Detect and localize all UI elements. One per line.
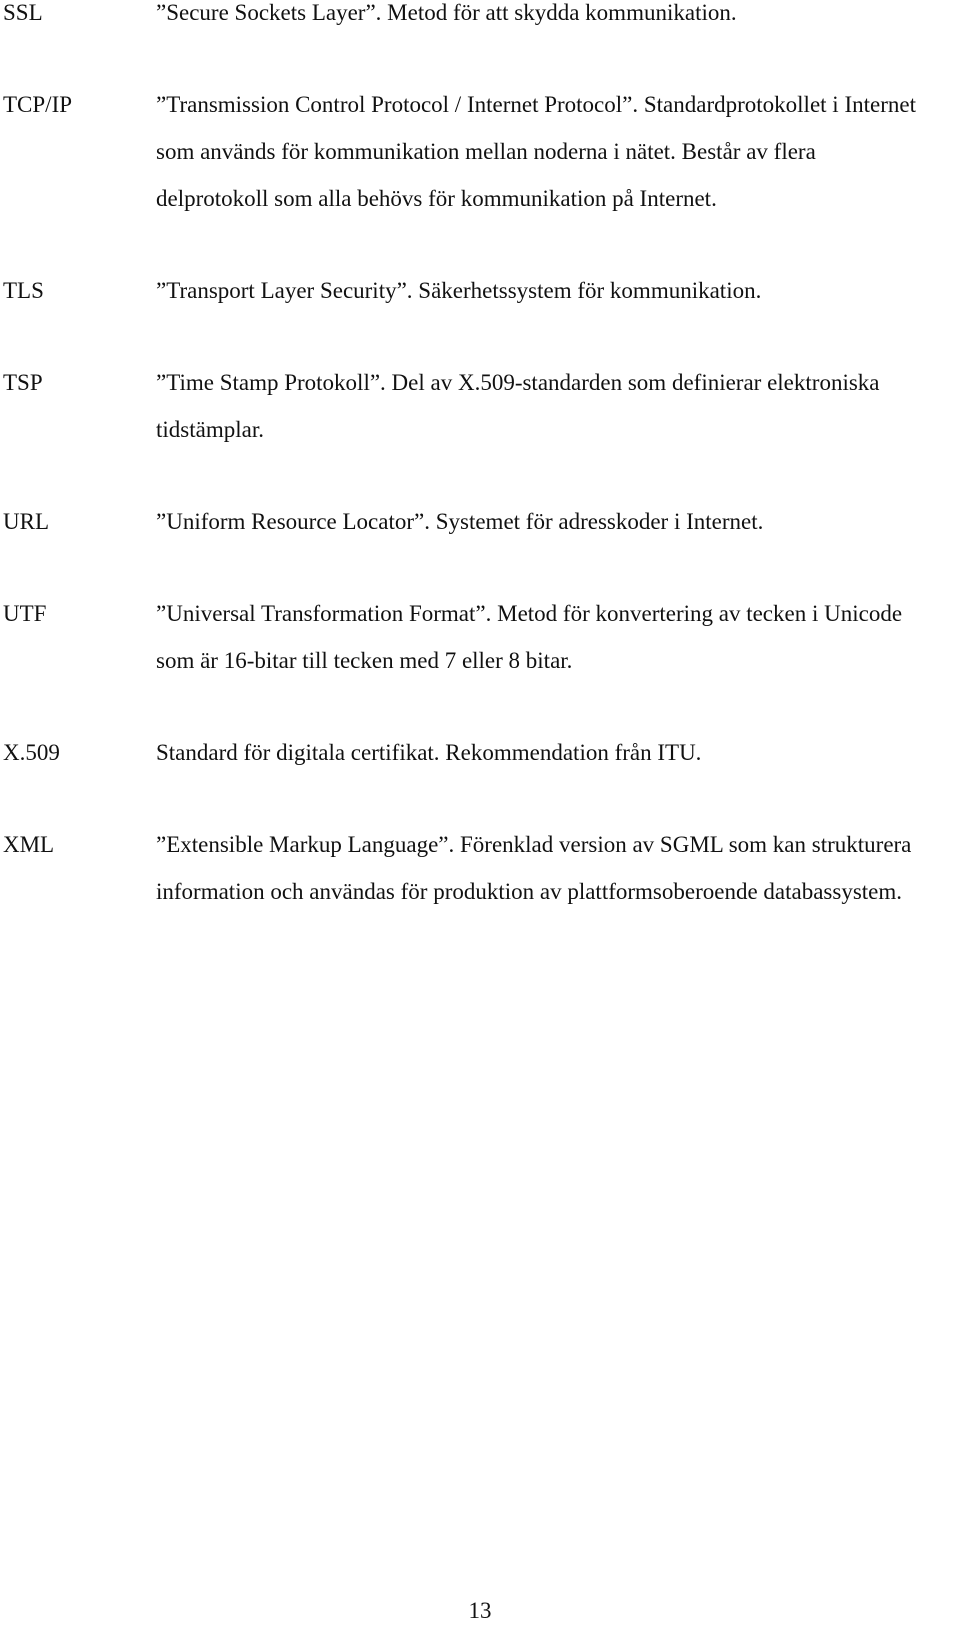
glossary-entry-tcp-ip <box>0 81 960 222</box>
glossary-definition: ”Secure Sockets Layer”. Metod för att skydda kommunikation. <box>156 0 737 25</box>
glossary-entry-ssl <box>0 0 960 36</box>
glossary-definition: ”Transport Layer Security”. Säkerhetssystem för kommunikation. <box>156 278 762 303</box>
glossary-term: XML <box>3 832 55 857</box>
glossary-definition: Standard för digitala certifikat. Rekommendation från ITU. <box>156 740 702 765</box>
glossary-term: SSL <box>3 0 43 25</box>
glossary-term: X.509 <box>3 740 60 765</box>
glossary-definition: ”Universal Transformation Format”. Metod för konvertering av tecken i Unicode som är 16-bitar till tecken med 7 eller 8 bitar. <box>156 601 903 673</box>
glossary-term: UTF <box>3 601 47 626</box>
glossary-term: URL <box>3 509 49 534</box>
glossary-entry-xml <box>0 821 960 915</box>
glossary-entry-tls <box>0 267 960 314</box>
glossary-term: TCP/IP <box>3 92 73 117</box>
glossary-entry-url <box>0 498 960 545</box>
page-number: 13 <box>468 1598 492 1623</box>
glossary-term: TLS <box>3 278 44 303</box>
glossary-definition: ”Extensible Markup Language”. Förenklad version av SGML som kan strukturera information och användas för produktion av plattformsoberoende databassystem. <box>156 832 912 904</box>
glossary-entry-tsp <box>0 359 960 453</box>
glossary-entry-utf <box>0 590 960 684</box>
glossary-definition: ”Transmission Control Protocol / Internet Protocol”. Standardprotokollet i Internet som används för kommunikation mellan noderna i nätet. Består av flera delprotokoll som alla behövs för kommunikation på Internet. <box>156 92 916 211</box>
glossary-entry-x509 <box>0 729 960 776</box>
glossary-term: TSP <box>3 370 43 395</box>
glossary-definition: ”Time Stamp Protokoll”. Del av X.509-standarden som definierar elektroniska tidstämplar. <box>156 370 880 442</box>
glossary-definition: ”Uniform Resource Locator”. Systemet för adresskoder i Internet. <box>156 509 764 534</box>
